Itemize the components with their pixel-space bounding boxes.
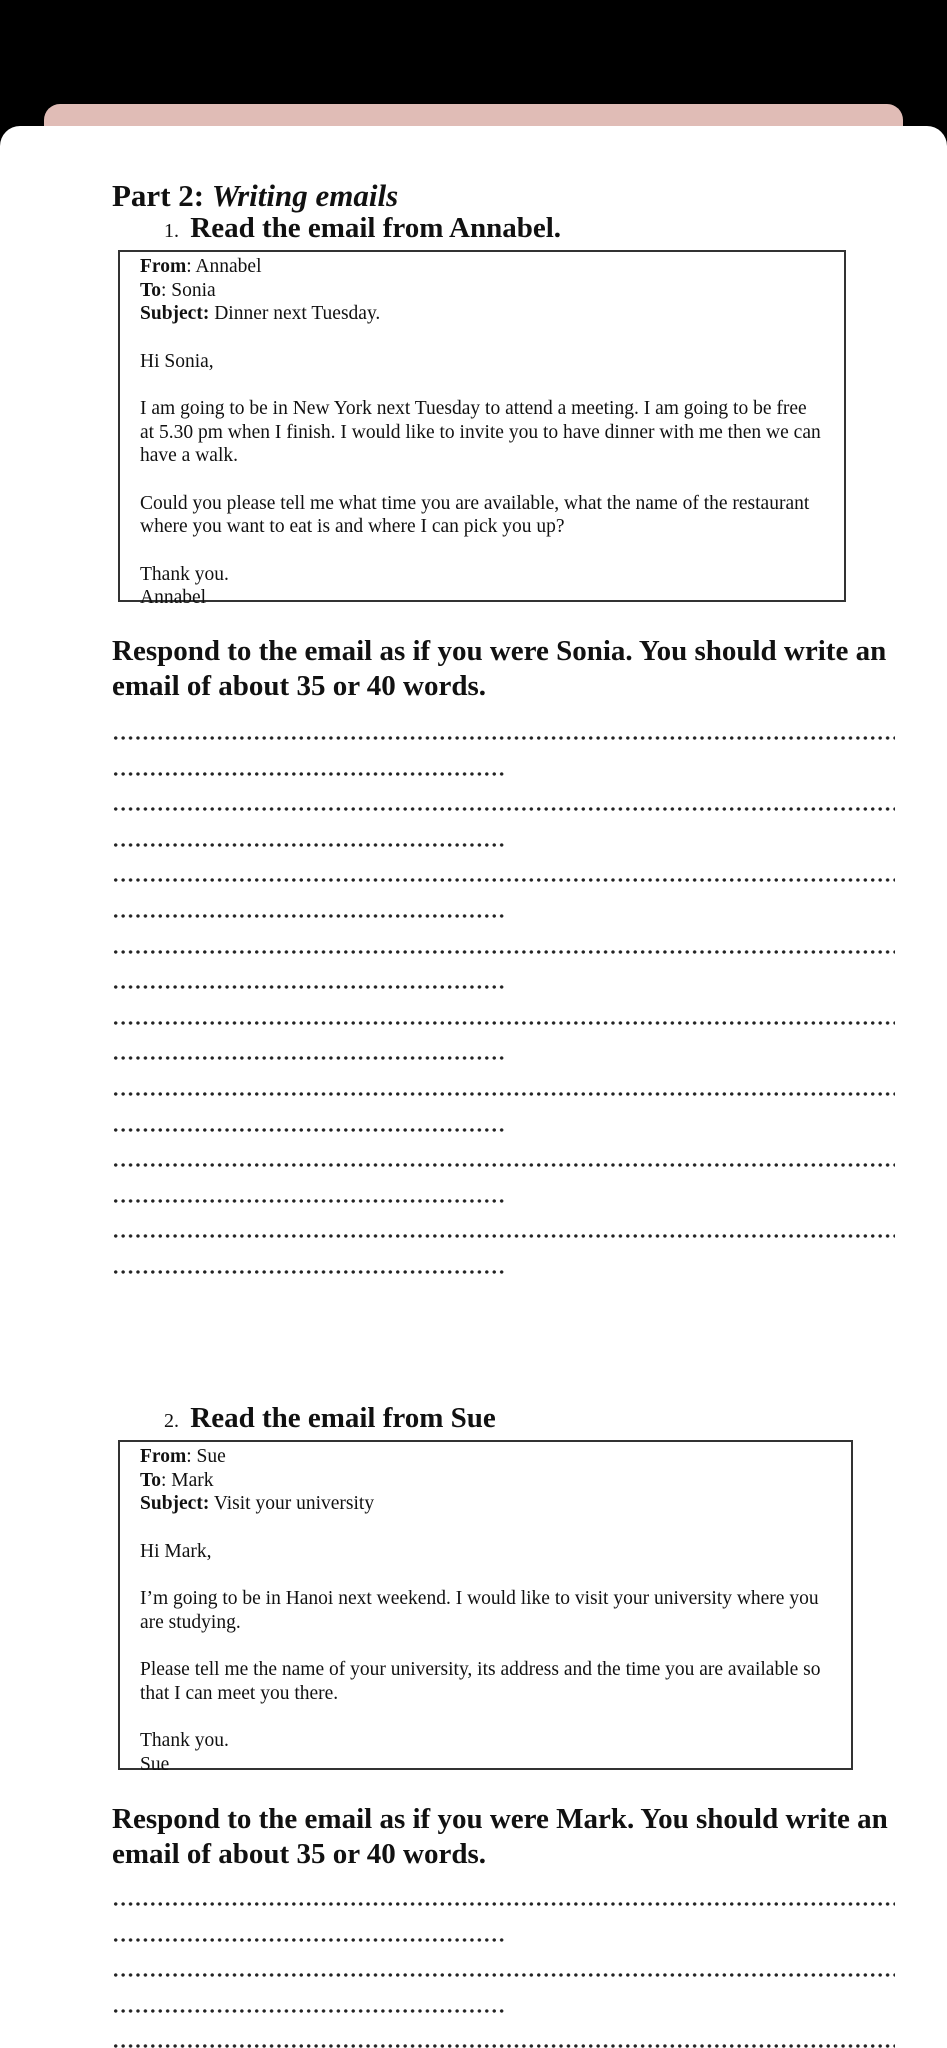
from-label: From <box>140 256 187 277</box>
answer-line[interactable] <box>112 1028 504 1064</box>
to-value: : Sonia <box>160 279 216 301</box>
answer-line[interactable] <box>112 1206 895 1242</box>
email-box-annabel <box>118 250 846 608</box>
answer-line[interactable] <box>112 1874 895 1910</box>
answer-line[interactable] <box>112 850 895 886</box>
answer-line[interactable] <box>112 1242 504 1278</box>
subject-label: Subject: <box>140 1493 210 1514</box>
email-body-line: where you want to eat is and where I can pick you up? <box>140 516 565 537</box>
email-signature: Annabel <box>140 587 207 608</box>
email-closing: Thank you. <box>140 1730 229 1751</box>
email-body-line: at 5.30 pm when I finish. I would like to invite you to have dinner with me then we can <box>140 421 821 443</box>
email-box-sue <box>118 1440 853 1775</box>
answer-line[interactable] <box>112 2016 895 2048</box>
answer-lines-task-2[interactable] <box>112 1874 902 2048</box>
answer-line[interactable] <box>112 1910 504 1946</box>
email-body-line: Could you please tell me what time you are available, what the name of the restaurant <box>140 492 810 514</box>
subject-value: Dinner next Tuesday. <box>209 303 381 324</box>
task-1-heading-text: Read the email from Annabel. <box>190 212 562 244</box>
answer-line[interactable] <box>112 993 895 1029</box>
email-body-line: Please tell me the name of your university, its address and the time you are available so <box>140 1659 821 1680</box>
answer-line[interactable] <box>112 922 895 958</box>
answer-line[interactable] <box>112 1064 895 1100</box>
task-1-heading <box>164 212 561 245</box>
task-2-number: 2. <box>164 1410 179 1432</box>
email-body-line: I am going to be in New York next Tuesday to attend a meeting. I am going to be free <box>140 398 807 419</box>
answer-line[interactable] <box>112 1135 895 1171</box>
subject-value: Visit your university <box>209 1493 375 1514</box>
email-signature: Sue <box>140 1753 170 1775</box>
answer-line[interactable] <box>112 886 504 922</box>
email-body-line: have a walk. <box>140 445 238 466</box>
email-body-line: I’m going to be in Hanoi next weekend. I would like to visit your university where you <box>140 1588 819 1609</box>
part-title <box>112 178 398 214</box>
to-value: : Mark <box>160 1469 214 1491</box>
task-2-instruction: Respond to the email as if you were Mark. You should write an email of about 35 or 40 words. <box>112 1803 888 1870</box>
task-1-number: 1. <box>164 220 179 242</box>
task-2-heading <box>164 1402 496 1435</box>
answer-line[interactable] <box>112 708 895 744</box>
part-title-text: Writing emails <box>211 178 399 213</box>
email-closing: Thank you. <box>140 563 229 585</box>
email-body-line: that I can meet you there. <box>140 1682 339 1704</box>
answer-line[interactable] <box>112 744 504 780</box>
answer-line[interactable] <box>112 779 895 815</box>
from-value: : Sue <box>186 1446 226 1467</box>
document-sheet <box>0 126 947 2048</box>
answer-line[interactable] <box>112 1981 504 2017</box>
task-2-heading-text: Read the email from Sue <box>190 1402 496 1434</box>
answer-line[interactable] <box>112 957 504 993</box>
answer-line[interactable] <box>112 1171 504 1207</box>
part-label: Part 2: <box>112 178 205 213</box>
email-greeting: Hi Sonia, <box>140 350 214 372</box>
from-label: From <box>140 1446 187 1467</box>
answer-line[interactable] <box>112 1945 895 1981</box>
answer-line[interactable] <box>112 815 504 851</box>
email-greeting: Hi Mark, <box>140 1540 212 1562</box>
to-label: To <box>140 1469 161 1491</box>
answer-line[interactable] <box>112 1100 504 1136</box>
answer-lines-task-1[interactable] <box>112 708 902 1278</box>
to-label: To <box>140 279 161 301</box>
from-value: : Annabel <box>186 256 262 277</box>
email-body-line: are studying. <box>140 1611 241 1633</box>
subject-label: Subject: <box>140 303 210 324</box>
task-1-instruction: Respond to the email as if you were Sonia. You should write an email of about 35 or 40 words. <box>112 635 887 702</box>
